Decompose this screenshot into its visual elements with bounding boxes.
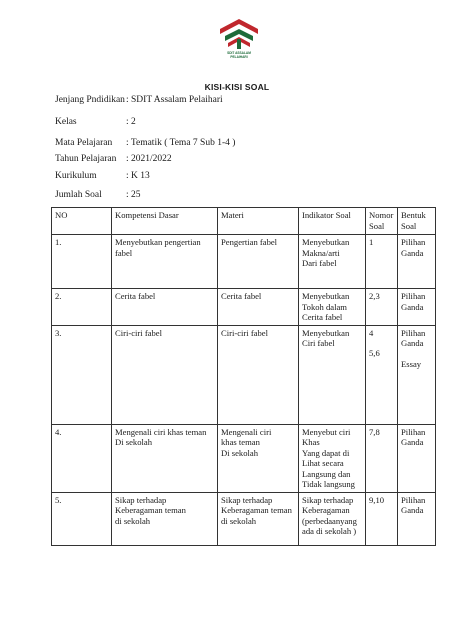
cell-materi: Ciri-ciri fabel: [218, 325, 299, 424]
school-logo-text: SDIT ASSALAM PELAIHARI: [227, 51, 251, 59]
cell-kompetensi: Mengenali ciri khas teman Di sekolah: [112, 424, 218, 492]
cell-indikator: Menyebutkan Ciri fabel: [299, 325, 366, 424]
cell-kompetensi: Ciri-ciri fabel: [112, 325, 218, 424]
cell-nomor: 4 5,6: [366, 325, 398, 424]
table-row: [52, 289, 436, 326]
table-header-row: [52, 208, 436, 235]
cell-kompetensi: Menyebutkan pengertian fabel: [112, 235, 218, 289]
cell-materi: Pengertian fabel: [218, 235, 299, 289]
cell-materi: Mengenali ciri khas teman Di sekolah: [218, 424, 299, 492]
cell-no: 1.: [52, 235, 112, 289]
cell-materi: Sikap terhadap Keberagaman teman di sekolah: [218, 492, 299, 545]
cell-nomor: 7,8: [366, 424, 398, 492]
header-kompetensi: Kompetensi Dasar: [112, 208, 218, 235]
cell-no: 3.: [52, 325, 112, 424]
header-indikator: Indikator Soal: [299, 208, 366, 235]
cell-bentuk: Pilihan Ganda: [398, 235, 436, 289]
header-no: NO: [52, 208, 112, 235]
cell-materi: Cerita fabel: [218, 289, 299, 326]
cell-indikator: Menyebut ciri Khas Yang dapat di Lihat secara Langsung dan Tidak langsung: [299, 424, 366, 492]
page-title: KISI-KISI SOAL: [204, 82, 270, 92]
cell-nomor: 1: [366, 235, 398, 289]
cell-bentuk: Pilihan Ganda: [398, 492, 436, 545]
table-row: [52, 424, 436, 492]
cell-indikator: Menyebutkan Makna/arti Dari fabel: [299, 235, 366, 289]
table-row: [52, 492, 436, 545]
cell-no: 2.: [52, 289, 112, 326]
cell-indikator: Sikap terhadap Keberagaman (perbedaanyang ada di sekolah ): [299, 492, 366, 545]
cell-bentuk: Pilihan Ganda: [398, 424, 436, 492]
cell-no: 4.: [52, 424, 112, 492]
kisi-kisi-table: [51, 207, 436, 546]
cell-indikator: Menyebutkan Tokoh dalam Cerita fabel: [299, 289, 366, 326]
table-row: [52, 325, 436, 424]
cell-kompetensi: Sikap terhadap Keberagaman teman di sekolah: [112, 492, 218, 545]
cell-no: 5.: [52, 492, 112, 545]
cell-nomor: 2,3: [366, 289, 398, 326]
cell-kompetensi: Cerita fabel: [112, 289, 218, 326]
table-row: [52, 235, 436, 289]
header-bentuk: Bentuk Soal: [398, 208, 436, 235]
header-materi: Materi: [218, 208, 299, 235]
header-nomor: Nomor Soal: [366, 208, 398, 235]
cell-bentuk: Pilihan Ganda: [398, 289, 436, 326]
cell-nomor: 9,10: [366, 492, 398, 545]
cell-bentuk: Pilihan Ganda Essay: [398, 325, 436, 424]
